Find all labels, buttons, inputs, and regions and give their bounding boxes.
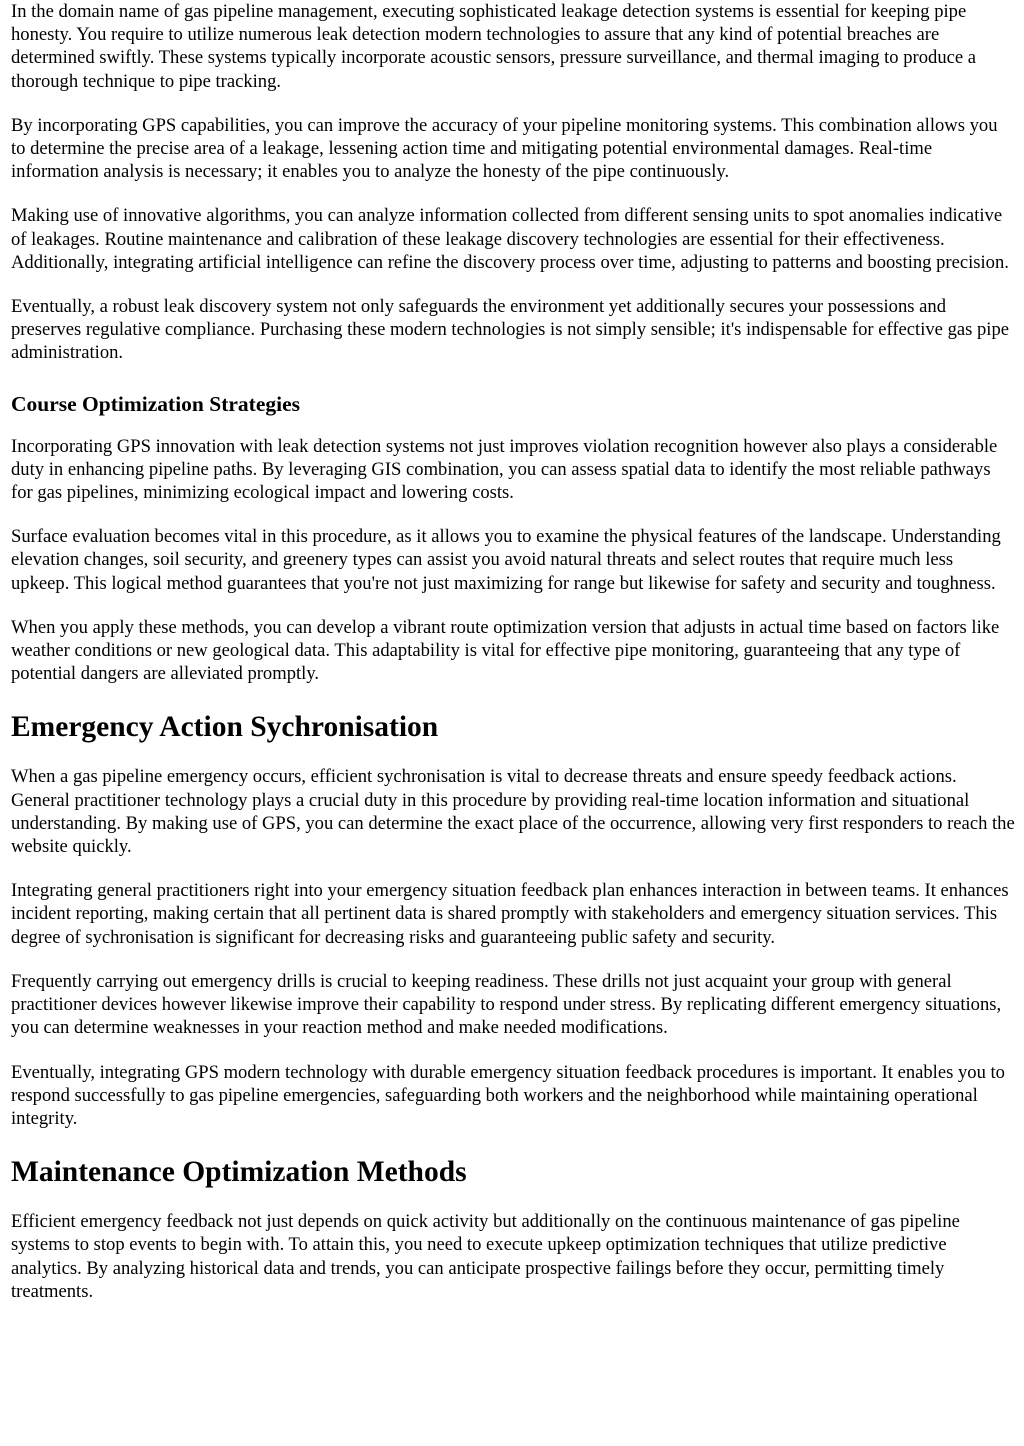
paragraph: Efficient emergency feedback not just depends on quick activity but additionally on the continuous maintenance of gas pipeline systems to stop events to begin with. To attain this, you need to execute upkeep optimization techniques that utilize predictive analytics. By analyzing historical data and trends, you can anticipate prospective failings before they occur, permitting timely treatments. — [11, 1211, 960, 1302]
paragraph: In the domain name of gas pipeline management, executing sophisticated leakage detection systems is essential for keeping pipe honesty. You require to utilize numerous leak detection modern technologies to assure that any kind of potential breaches are determined swiftly. These systems typically incorporate acoustic sensors, pressure surveillance, and thermal imaging to produce a thorough technique to pipe tracking. — [11, 1, 977, 92]
paragraph: When you apply these methods, you can develop a vibrant route optimization version that adjusts in actual time based on factors like weather conditions or new geological data. This adaptability is vital for effective pipe monitoring, guaranteeing that any type of potential dangers are alleviated promptly. — [11, 616, 1000, 685]
section-heading: Maintenance Optimization Methods — [11, 1156, 467, 1189]
paragraph: Incorporating GPS innovation with leak detection systems not just improves violation recognition however also plays a considerable duty in enhancing pipeline paths. By leveraging GIS combination, you can assess spatial data to identify the most reliable pathways for gas pipelines, minimizing ecological impact and lowering costs. — [11, 435, 998, 504]
section-heading: Emergency Action Sychronisation — [11, 711, 439, 744]
paragraph: By incorporating GPS capabilities, you can improve the accuracy of your pipeline monitoring systems. This combination allows you to determine the precise area of a leakage, lessening action time and mitigating potential environmental damages. Real-time information analysis is necessary; it enables you to analyze the honesty of the pipe continuously. — [11, 114, 998, 183]
paragraph: Integrating general practitioners right into your emergency situation feedback plan enhances interaction in between teams. It enhances incident reporting, making certain that all pertinent data is shared promptly with stakeholders and emergency situation services. This degree of sychronisation is significant for decreasing risks and guaranteeing public safety and security. — [11, 880, 1009, 948]
paragraph: Surface evaluation becomes vital in this procedure, as it allows you to examine the physical features of the landscape. Understanding elevation changes, soil security, and greenery types can assist you avoid natural threats and select routes that require much less upkeep. This logical method guarantees that you're not just maximizing for range but likewise for safety and security and toughness. — [11, 526, 1001, 594]
paragraph: Eventually, integrating GPS modern technology with durable emergency situation feedback procedures is important. It enables you to respond successfully to gas pipeline emergencies, safeguarding both workers and the neighborhood while maintaining operational integrity. — [11, 1061, 1005, 1129]
paragraph: When a gas pipeline emergency occurs, efficient sychronisation is vital to decrease threats and ensure speedy feedback actions. General practitioner technology plays a crucial duty in this procedure by providing real-time location information and situational understanding. By making use of GPS, you can determine the exact place of the occurrence, allowing very first responders to reach the website quickly. — [11, 766, 1015, 858]
paragraph: Frequently carrying out emergency drills is crucial to keeping readiness. These drills not just acquaint your group with general practitioner devices however likewise improve their capability to respond under stress. By replicating different emergency situations, you can determine weaknesses in your reaction method and make needed modifications. — [11, 970, 1002, 1039]
paragraph: Making use of innovative algorithms, you can analyze information collected from different sensing units to spot anomalies indicative of leakages. Routine maintenance and calibration of these leakage discovery technologies are essential for their effectiveness. Additionally, integrating artificial intelligence can refine the discovery process over time, adjusting to patterns and boosting precision. — [11, 205, 1009, 273]
section-heading: Course Optimization Strategies — [11, 391, 301, 416]
paragraph: Eventually, a robust leak discovery system not only safeguards the environment yet additionally secures your possessions and preserves regulative compliance. Purchasing these modern technologies is not simply sensible; it's indispensable for effective gas pipe administration. — [11, 296, 1010, 364]
